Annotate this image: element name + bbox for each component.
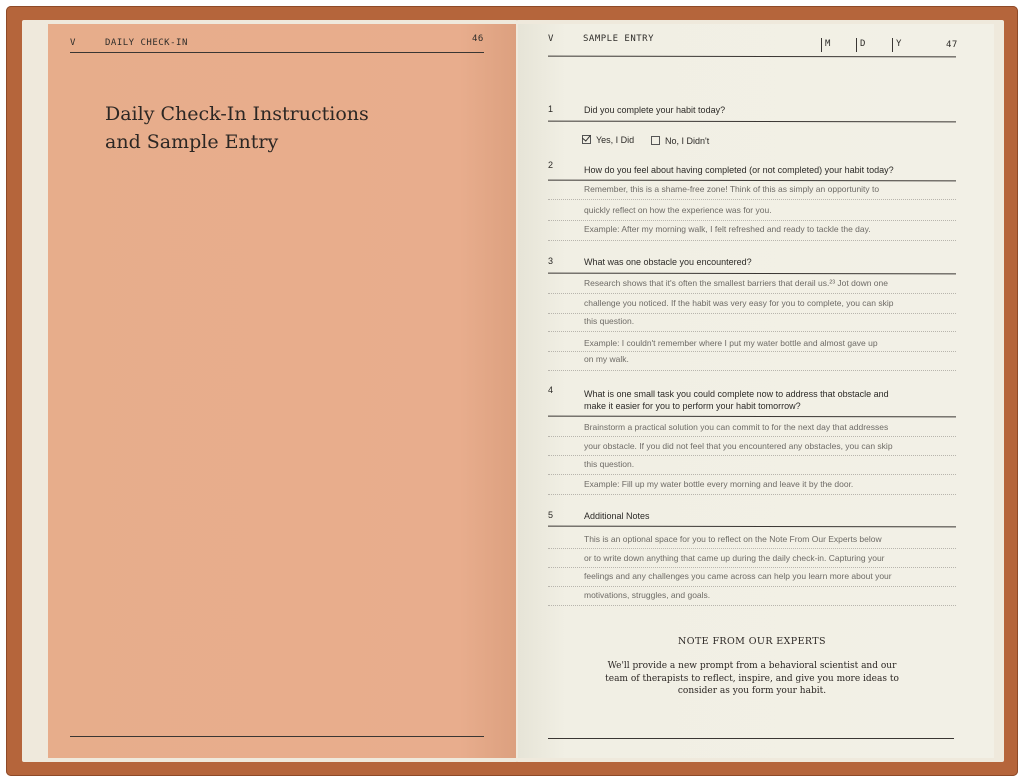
question-number: 1 [548,104,554,114]
answer-line: Remember, this is a shame-free zone! Think of this as simply an opportunity to [584,184,880,194]
option-label: Yes, I Did [596,134,635,145]
checkbox-icon[interactable] [651,136,660,145]
right-page [518,24,994,758]
date-day-label: D [860,39,866,49]
answer-line: motivations, struggles, and goals. [584,590,711,600]
section-marker: V [548,34,554,44]
answer-line: Example: Fill up my water bottle every morning and leave it by the door. [584,479,854,489]
page-title [105,100,369,156]
question-number: 5 [548,510,554,520]
option-no[interactable] [651,132,709,150]
running-head: SAMPLE ENTRY [583,34,655,44]
note-line: consider as you form your habit. [677,686,827,696]
note-heading: NOTE FROM OUR EXPERTS [678,636,826,647]
question-text: Did you complete your habit today? [584,105,726,115]
header-rule [548,56,956,58]
question-number: 3 [548,256,554,266]
answer-line: this question. [584,316,635,326]
answer-line: on my walk. [584,354,629,364]
question-text-line: What is one small task you could complete now to address that obstacle and [584,389,889,399]
answer-line: Example: I couldn't remember where I put my water bottle and almost gave up [584,338,878,348]
dotted-line [548,474,956,475]
section-marker: V [70,38,76,48]
dotted-line [548,293,956,294]
dotted-line [548,586,956,587]
dotted-line [548,436,956,437]
answer-line: feelings and any challenges you came across can help you learn more about your [584,571,892,581]
dotted-line [548,605,956,606]
note-line: team of therapists to reflect, inspire, and give you more ideas to [605,673,899,684]
dotted-line [548,313,956,314]
dotted-line [548,199,956,200]
date-month-label: M [825,39,831,49]
date-divider [821,38,822,52]
answer-line: this question. [584,459,635,469]
dotted-line [548,240,956,241]
date-divider [892,38,893,52]
dotted-line [548,548,956,549]
note-line: We'll provide a new prompt from a behavioral scientist and our [607,661,897,671]
dotted-line [548,567,956,568]
question-rule [548,121,956,123]
question-rule [548,416,956,418]
dotted-line [548,455,956,456]
answer-line: your obstacle. If you did not feel that you encountered any obstacles, you can skip [584,441,893,451]
question-text: Additional Notes [584,511,650,521]
question-rule [548,526,956,528]
question-number: 4 [548,385,554,395]
footer-rule [70,736,484,737]
question-rule [548,273,956,275]
dotted-line [548,220,956,221]
dotted-line [548,494,956,495]
answer-line: or to write down anything that came up during the daily check-in. Capturing your [584,553,885,563]
question-rule [548,180,956,182]
answer-line: challenge you noticed. If the habit was very easy for you to complete, you can skip [584,298,894,308]
answer-line: This is an optional space for you to reflect on the Note From Our Experts below [584,534,882,544]
answer-line: Example: After my morning walk, I felt refreshed and ready to tackle the day. [584,224,871,234]
date-divider [856,38,857,52]
checkbox-checked-icon[interactable] [582,135,591,144]
answer-line: Brainstorm a practical solution you can commit to for the next day that addresses [584,422,889,432]
running-head: DAILY CHECK-IN [105,38,188,48]
question-text: How do you feel about having completed (or not completed) your habit today? [584,165,894,175]
page-number: 46 [472,34,484,44]
question-text-line: make it easier for you to perform your habit tomorrow? [584,401,801,411]
option-label: No, I Didn't [665,135,710,146]
option-yes[interactable] [582,131,634,149]
answer-line: quickly reflect on how the experience was for you. [584,205,772,215]
answer-line: Research shows that it's often the smallest barriers that derail us.²³ Jot down one [584,278,888,288]
footer-rule [548,738,954,739]
question-number: 2 [548,160,554,170]
header-rule [70,52,484,53]
question-text [584,388,889,412]
dotted-line [548,370,956,371]
note-body [548,660,956,698]
dotted-line [548,331,956,332]
dotted-line [548,351,956,352]
left-page [48,24,516,758]
page-number: 47 [946,40,958,50]
date-year-label: Y [896,39,902,49]
title-line-2: and Sample Entry [105,131,279,153]
question-text: What was one obstacle you encountered? [584,257,752,267]
title-line-1: Daily Check-In Instructions [105,103,369,125]
